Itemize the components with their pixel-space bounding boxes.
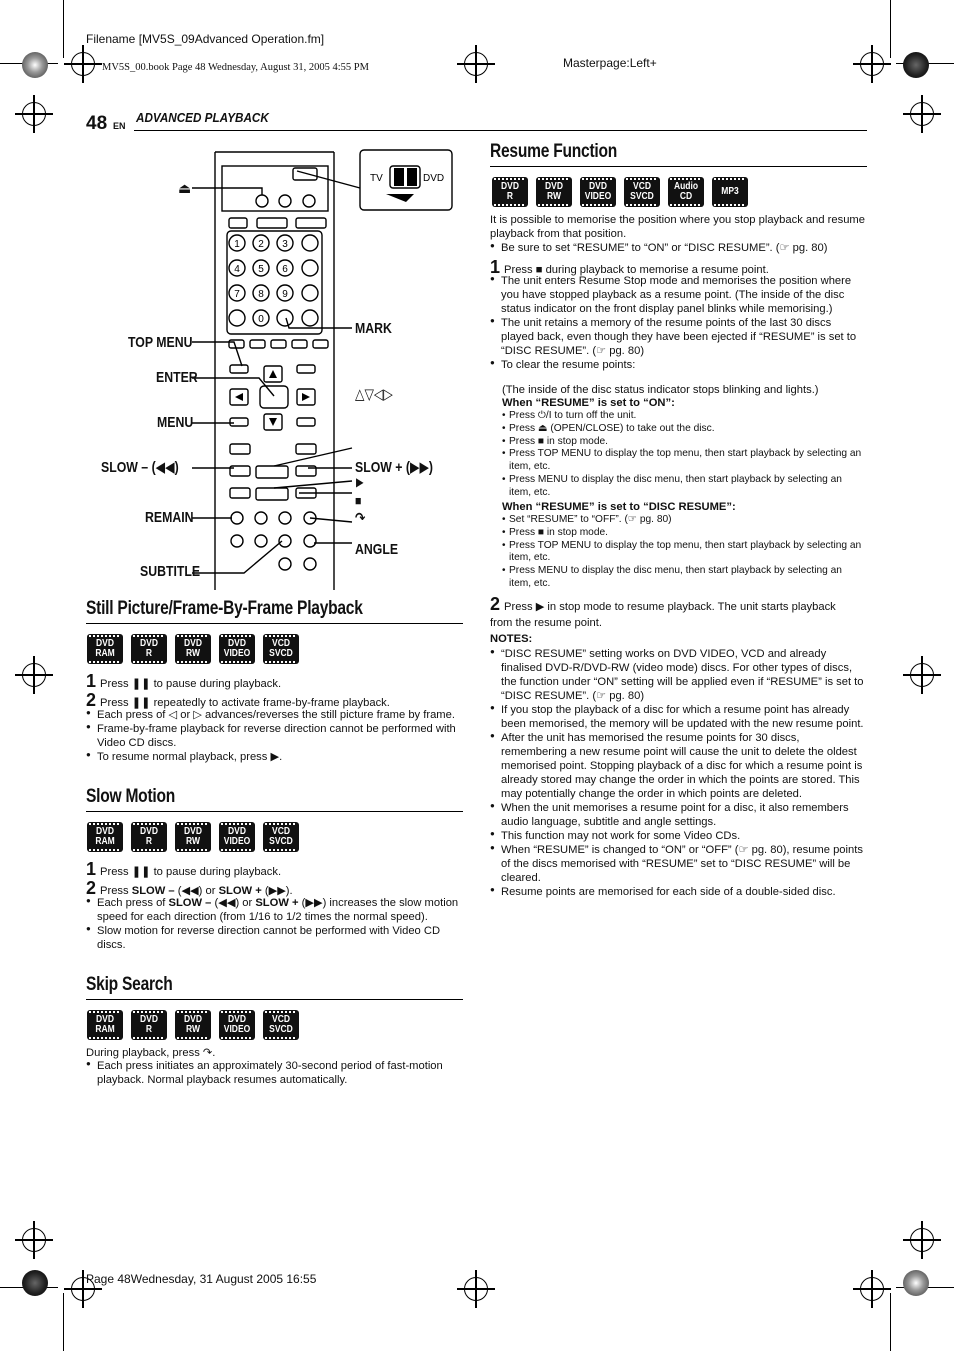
num-3: 3 <box>282 239 288 250</box>
registration-mark <box>22 663 46 687</box>
label-top-menu: TOP MENU <box>128 334 193 351</box>
badge-dvd-video: DVD VIDEO <box>580 177 616 207</box>
resume-intro: It is possible to memorise the position where you stop playback and resume playback from that position. <box>490 214 865 240</box>
badge-dvd-video: DVD VIDEO <box>219 822 255 852</box>
list-item: • Press ■ in stop mode. <box>502 527 865 540</box>
skip-bullets <box>86 1059 446 1087</box>
num-0: 0 <box>258 314 264 325</box>
switch-dvd-label: DVD <box>423 173 445 184</box>
list-item: ● Each press of ◁ or ▷ advances/reverses the still picture frame by frame. <box>86 708 458 722</box>
list-item: ● After the unit has memorised the resume points for 30 discs, remembering a new resume point will cause the unit to delete the oldest memorised point. Stopping playback of a disc for which a resume point is already stored may change the order in which the points are stored. This may potentially change the order in which points are deleted. <box>490 731 865 801</box>
badge-dvd-ram: DVD RAM <box>87 634 123 664</box>
num-2: 2 <box>258 239 264 250</box>
registration-mark <box>464 52 488 76</box>
book-info: MV5S_00.book Page 48 Wednesday, August 31, 2005 4:55 PM <box>102 62 369 73</box>
slow-step2: 2 Press SLOW – (◀◀) or SLOW + (▶▶). <box>86 878 293 898</box>
page-number: 48 <box>86 113 108 134</box>
registration-mark <box>22 1270 48 1296</box>
list-item: • Set “RESUME” to “OFF”. (☞ pg. 80) <box>502 514 865 527</box>
list-item: ● “DISC RESUME” setting works on DVD VIDEO, VCD and already finalised DVD-R/DVD-RW (video mode) discs. For other types of discs, the function under “ON” setting will be applied even if “RESUME” is set to “DISC RESUME”. (☞ pg. 80) <box>490 647 865 703</box>
badge-vcd-svcd: VCD SVCD <box>263 1010 299 1040</box>
list-item: ● This function may not work for some Video CDs. <box>490 829 865 843</box>
badge-dvd-r: DVD R <box>131 822 167 852</box>
list-item: ● If you stop the playback of a disc for which a resume point has already been memorised, the memory will be updated with the new resume point. <box>490 703 865 731</box>
label-menu: MENU <box>157 414 194 431</box>
notes-heading: NOTES: <box>490 633 533 645</box>
label-play: ▶ <box>356 475 364 489</box>
label-mark: MARK <box>355 320 392 337</box>
list-item: ● The unit retains a memory of the resume points of the last 30 discs played back, even though they have been ejected if “RESUME” is set to “DISC RESUME”. (☞ pg. 80) <box>490 316 867 358</box>
list-item: ● Slow motion for reverse direction cannot be performed with Video CD discs. <box>86 924 461 952</box>
badge-vcd-svcd: VCD SVCD <box>624 177 660 207</box>
list-item: • Press TOP MENU to display the top menu, then start playback by selecting an item, etc. <box>502 448 865 474</box>
registration-mark <box>464 1277 488 1301</box>
list-item: • Press TOP MENU to display the top menu, then start playback by selecting an item, etc. <box>502 540 865 566</box>
list-item: • Press MENU to display the disc menu, then start playback by selecting an item, etc. <box>502 474 865 500</box>
list-item: ● To clear the resume points: <box>490 358 867 372</box>
num-8: 8 <box>258 289 264 300</box>
on-items <box>502 410 865 499</box>
list-item: • Press MENU to display the disc menu, then start playback by selecting an item, etc. <box>502 565 865 591</box>
badge-dvd-rw: DVD RW <box>536 177 572 207</box>
language: EN <box>113 121 126 131</box>
resume-step1-bullets <box>490 274 867 372</box>
label-remain: REMAIN <box>145 509 194 526</box>
badge-dvd-r: DVD R <box>131 1010 167 1040</box>
remote-svg <box>84 148 464 590</box>
label-slow-minus: SLOW – (◀◀) <box>101 459 179 476</box>
badge-dvd-ram: DVD RAM <box>87 822 123 852</box>
section-title: ADVANCED PLAYBACK <box>136 110 269 125</box>
registration-mark <box>860 52 884 76</box>
footer-text: Page 48Wednesday, 31 August 2005 16:55 <box>86 1272 317 1286</box>
registration-mark <box>22 1228 46 1252</box>
badge-audio-cd: Audio CD <box>668 177 704 207</box>
label-skip: ↷ <box>355 510 366 527</box>
badge-dvd-rw: DVD RW <box>175 822 211 852</box>
num-9: 9 <box>282 289 288 300</box>
registration-mark <box>22 102 46 126</box>
registration-mark <box>910 663 934 687</box>
label-stop: ■ <box>355 493 362 508</box>
resume-intro-bullet <box>490 241 865 255</box>
list-item: ● To resume normal playback, press ▶. <box>86 750 458 764</box>
eject-icon: ⏏ <box>178 180 192 196</box>
skip-badges <box>87 1010 299 1040</box>
registration-mark <box>903 1270 929 1296</box>
registration-mark <box>22 52 48 78</box>
badge-vcd-svcd: VCD SVCD <box>263 822 299 852</box>
switch-tv-label: TV <box>370 173 383 184</box>
label-cursor: △▽◁▷ <box>355 386 393 403</box>
disc-items <box>502 514 865 591</box>
list-item: ● When the unit memorises a resume point for a disc, it also remembers audio language, subtitle and angle settings. <box>490 801 865 829</box>
list-item: ● Each press of SLOW – (◀◀) or SLOW + (▶▶) increases the slow motion speed for each direction (from 1/16 to 1/2 times the normal speed). <box>86 896 461 924</box>
on-heading: When “RESUME” is set to “ON”: <box>502 397 675 409</box>
masterpage: Masterpage:Left+ <box>563 56 657 70</box>
label-slow-plus: SLOW + (▶▶) <box>355 459 434 476</box>
num-5: 5 <box>258 264 264 275</box>
badge-dvd-r: DVD R <box>492 177 528 207</box>
remote-illustration <box>84 148 464 590</box>
still-title: Still Picture/Frame-By-Frame Playback <box>86 598 363 619</box>
list-item: ● Be sure to set “RESUME” to “ON” or “DISC RESUME”. (☞ pg. 80) <box>490 241 865 255</box>
num-7: 7 <box>234 289 240 300</box>
registration-mark <box>910 102 934 126</box>
list-item: ● When “RESUME” is changed to “ON” or “OFF” (☞ pg. 80), resume points of the discs memorised with “RESUME” set to “DISC RESUME” will be cleared. <box>490 843 865 885</box>
resume-step1: 1 Press ■ during playback to memorise a resume point. <box>490 257 769 277</box>
still-step2: 2 Press ❚❚ repeatedly to activate frame-by-frame playback. <box>86 690 390 710</box>
registration-mark <box>903 52 929 78</box>
list-item: • Press ■ in stop mode. <box>502 436 865 449</box>
still-bullets <box>86 708 458 764</box>
registration-mark <box>910 1228 934 1252</box>
list-item: ● Frame-by-frame playback for reverse direction cannot be performed with Video CD discs. <box>86 722 458 750</box>
label-subtitle: SUBTITLE <box>140 563 201 580</box>
badge-dvd-ram: DVD RAM <box>87 1010 123 1040</box>
filename: Filename [MV5S_09Advanced Operation.fm] <box>86 32 325 46</box>
resume-step2: 2 Press ▶ in stop mode to resume playback. The unit starts playback from the resume point. <box>490 594 836 629</box>
label-angle: ANGLE <box>355 541 399 558</box>
slow-badges <box>87 822 299 852</box>
list-item: ● Resume points are memorised for each side of a double-sided disc. <box>490 885 865 899</box>
badge-vcd-svcd: VCD SVCD <box>263 634 299 664</box>
skip-line: During playback, press ↷. <box>86 1047 216 1059</box>
badge-dvd-r: DVD R <box>131 634 167 664</box>
label-enter: ENTER <box>156 369 198 386</box>
slow-title: Slow Motion <box>86 786 176 807</box>
badge-dvd-rw: DVD RW <box>175 634 211 664</box>
badge-mp3: MP3 <box>712 177 748 207</box>
badge-dvd-video: DVD VIDEO <box>219 634 255 664</box>
badge-dvd-rw: DVD RW <box>175 1010 211 1040</box>
skip-title: Skip Search <box>86 974 173 995</box>
clear-note: (The inside of the disc status indicator stops blinking and lights.) <box>502 384 819 396</box>
resume-title: Resume Function <box>490 141 618 162</box>
notes-list <box>490 647 865 899</box>
list-item: • Press ⏻/I to turn off the unit. <box>502 410 865 423</box>
still-step1: 1 Press ❚❚ to pause during playback. <box>86 671 282 691</box>
slow-bullets <box>86 896 461 952</box>
disc-heading: When “RESUME” is set to “DISC RESUME”: <box>502 501 736 513</box>
list-item: ● Each press initiates an approximately 30-second period of fast-motion playback. Normal playback resumes automatically. <box>86 1059 446 1087</box>
list-item: • Press ⏏ (OPEN/CLOSE) to take out the disc. <box>502 423 865 436</box>
registration-mark <box>860 1277 884 1301</box>
num-6: 6 <box>282 264 288 275</box>
registration-mark <box>71 52 95 76</box>
slow-step1: 1 Press ❚❚ to pause during playback. <box>86 859 282 879</box>
list-item: ● The unit enters Resume Stop mode and memorises the position where you have stopped playback as a resume point. (The inside of the disc status indicator on the front display panel blinks while memorising.) <box>490 274 867 316</box>
num-4: 4 <box>234 264 240 275</box>
badge-dvd-video: DVD VIDEO <box>219 1010 255 1040</box>
still-badges <box>87 634 299 664</box>
num-1: 1 <box>234 239 240 250</box>
resume-badges <box>492 177 748 207</box>
